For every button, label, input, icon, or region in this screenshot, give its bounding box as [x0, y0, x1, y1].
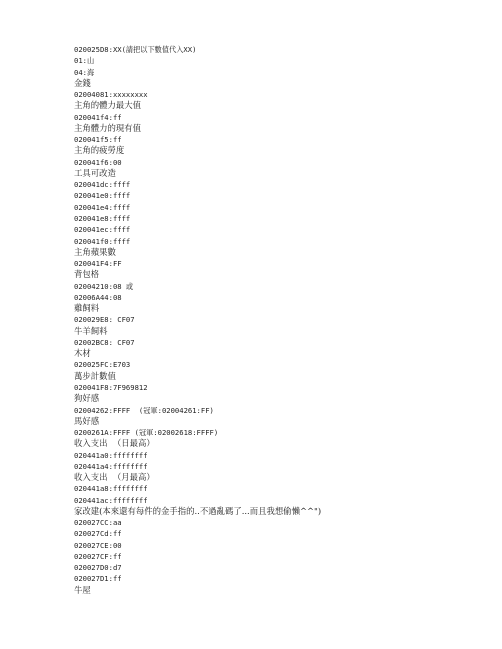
cheat-code-line: 020027CE:00: [74, 540, 122, 550]
section-heading: 雞飼料: [74, 303, 100, 314]
document-body: [74, 44, 494, 596]
cheat-code-line: 020041e0:ffff: [74, 191, 131, 201]
cheat-code-line: 020041f5:ff: [74, 135, 122, 145]
cheat-code-line: 020027CF:ff: [74, 551, 122, 561]
section-heading: 主角的疲勞度: [74, 145, 125, 156]
cheat-code-line: 020027D1:ff: [74, 574, 122, 584]
cheat-code-line: 020029E8: CF07: [74, 315, 135, 325]
cheat-code-line: 020025D8:XX(請把以下數值代入XX): [74, 45, 197, 54]
section-heading: 金錢: [74, 77, 91, 88]
section-heading: 家改建(本來還有每件的金手指的..不過亂碼了...而且我想偷懶^^"): [74, 505, 322, 516]
section-heading: 收入支出 （月最高）: [74, 472, 155, 483]
section-heading: 收入支出 （日最高）: [74, 438, 155, 449]
cheat-code-line: 02006A44:08: [74, 292, 122, 302]
cheat-code-line: 020025FC:E703: [74, 360, 131, 370]
cheat-code-line: 020041F4:FF: [74, 259, 122, 269]
cheat-code-line: 020041F8:7F969812: [74, 382, 148, 392]
section-heading: 牛羊飼料: [74, 325, 108, 336]
cheat-code-line: 04:海: [74, 67, 95, 77]
cheat-code-line: 020041f4:ff: [74, 112, 122, 122]
cheat-code-line: 01:山: [74, 56, 95, 66]
cheat-code-line: 02004210:08 或: [74, 281, 134, 291]
cheat-code-line: 02002BC8: CF07: [74, 337, 135, 347]
cheat-code-line: 020041e4:ffff: [74, 202, 131, 212]
cheat-code-line: 020027Cd:ff: [74, 529, 122, 539]
section-heading: 主角的體力最大值: [74, 100, 141, 111]
section-heading: 牛屋: [74, 584, 91, 595]
cheat-code-line: 020441a8:ffffffff: [74, 484, 148, 494]
cheat-code-line: 020027CC:aa: [74, 518, 122, 528]
section-heading: 狗好感: [74, 393, 100, 404]
cheat-code-line: 0200261A:FFFF (冠軍:02002618:FFFF): [74, 428, 219, 438]
cheat-code-line: 020041ec:ffff: [74, 225, 131, 235]
section-heading: 主角體力的現有值: [74, 122, 141, 133]
cheat-code-line: 020441ac:ffffffff: [74, 495, 148, 505]
section-heading: 木材: [74, 348, 91, 359]
cheat-code-line: 020041e8:ffff: [74, 213, 131, 223]
cheat-code-line: 020027D0:d7: [74, 563, 122, 573]
section-heading: 萬步計數值: [74, 370, 116, 381]
section-heading: 工具可改造: [74, 167, 116, 178]
section-heading: 背包格: [74, 269, 100, 280]
section-heading: 主角蘋果數: [74, 246, 116, 257]
cheat-code-line: 02004081:xxxxxxxx: [74, 90, 148, 100]
cheat-code-line: 020441a4:ffffffff: [74, 461, 148, 471]
section-heading: 馬好感: [74, 415, 100, 426]
cheat-code-line: 020041dc:ffff: [74, 180, 131, 190]
cheat-code-line: 020041f0:ffff: [74, 236, 131, 246]
cheat-code-line: 02004262:FFFF (冠軍:02004261:FF): [74, 405, 214, 415]
cheat-code-line: 020441a0:ffffffff: [74, 450, 148, 460]
cheat-code-line: 020041f6:00: [74, 157, 122, 167]
